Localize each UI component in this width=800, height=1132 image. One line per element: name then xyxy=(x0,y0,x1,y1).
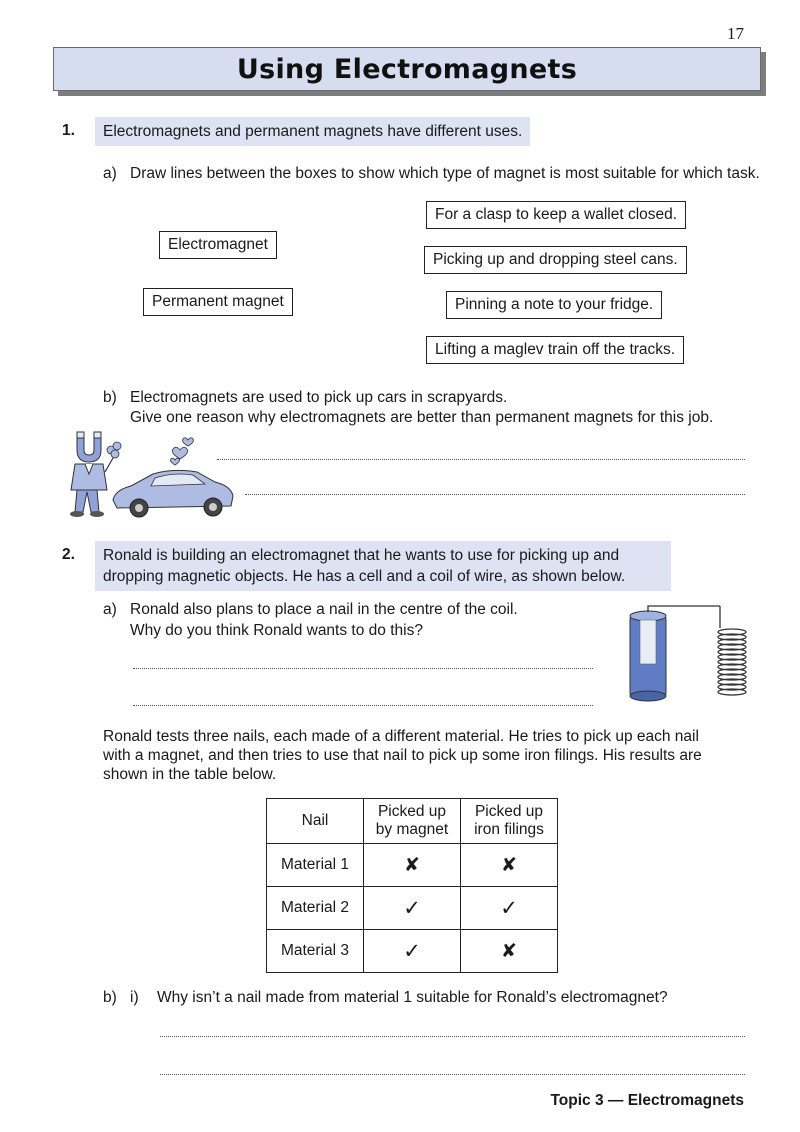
table-row xyxy=(267,930,558,973)
cell-battery-illustration xyxy=(630,611,666,701)
q2-number: 2. xyxy=(62,546,75,563)
q2b-text: Why isn’t a nail made from material 1 suitable for Ronald’s electromagnet? xyxy=(157,989,668,1006)
q2a-line1: Ronald also plans to place a nail in the centre of the coil. xyxy=(130,601,518,618)
q2-stem-line2: dropping magnetic objects. He has a cell and a coil of wire, as shown below. xyxy=(103,568,626,585)
q1b-line2: Give one reason why electromagnets are better than permanent magnets for this job. xyxy=(130,409,714,426)
page-number: 17 xyxy=(727,24,744,43)
match-box-fridge-note[interactable]: Pinning a note to your fridge. xyxy=(446,291,662,319)
q2a-answer-line-2[interactable] xyxy=(133,705,593,706)
check-icon: ✓ xyxy=(364,887,461,930)
q2b-sub-label: i) xyxy=(130,989,139,1006)
q1-stem: Electromagnets and permanent magnets have different uses. xyxy=(95,117,530,146)
q2a-line2: Why do you think Ronald wants to do this? xyxy=(130,622,423,639)
header-nail-text: Nail xyxy=(301,812,329,829)
q2a-label: a) xyxy=(103,601,117,618)
q2b-answer-line-2[interactable] xyxy=(160,1074,745,1075)
title-banner xyxy=(53,47,761,91)
car-illustration xyxy=(113,470,233,517)
q2b-answer-line-1[interactable] xyxy=(160,1036,745,1037)
match-box-permanent-magnet[interactable]: Permanent magnet xyxy=(143,288,293,316)
table-header-row xyxy=(267,799,558,844)
cross-icon: ✘ xyxy=(461,930,558,973)
q1b-line1: Electromagnets are used to pick up cars in scrapyards. xyxy=(130,389,508,406)
cell-nail: Material 3 xyxy=(267,930,364,973)
header-iron-filings xyxy=(461,799,558,844)
header-by-magnet xyxy=(364,799,461,844)
header-by-magnet-line1: Picked up xyxy=(377,803,447,820)
table-row xyxy=(267,887,558,930)
cross-icon: ✘ xyxy=(461,844,558,887)
match-box-maglev[interactable]: Lifting a maglev train off the tracks. xyxy=(426,336,684,364)
match-box-steel-cans[interactable]: Picking up and dropping steel cans. xyxy=(424,246,687,274)
cell-nail: Material 2 xyxy=(267,887,364,930)
q1-number: 1. xyxy=(62,122,75,139)
q2a-answer-line-1[interactable] xyxy=(133,668,593,669)
hearts-icon xyxy=(171,438,194,465)
cell-nail: Material 1 xyxy=(267,844,364,887)
q2-paragraph-line2: with a magnet, and then tries to use that nail to pick up some iron filings. His results are xyxy=(103,747,702,764)
header-nail xyxy=(267,799,364,844)
q2-paragraph-line1: Ronald tests three nails, each made of a different material. He tries to pick up each nail xyxy=(103,728,699,745)
q1a-text: Draw lines between the boxes to show which type of magnet is most suitable for which task. xyxy=(130,165,760,182)
match-box-electromagnet[interactable]: Electromagnet xyxy=(159,231,277,259)
cross-icon: ✘ xyxy=(364,844,461,887)
match-box-wallet-clasp[interactable]: For a clasp to keep a wallet closed. xyxy=(426,201,686,229)
q2b-label: b) xyxy=(103,989,117,1006)
q1a-label: a) xyxy=(103,165,117,182)
coil-illustration xyxy=(718,629,746,695)
magnet-man-car-illustration xyxy=(55,428,240,520)
footer-topic: Topic 3 — Electromagnets xyxy=(550,1092,744,1109)
q1b-label: b) xyxy=(103,389,117,406)
q2-stem xyxy=(95,541,671,591)
q1b-answer-line-2[interactable] xyxy=(245,494,745,495)
page-title: Using Electromagnets xyxy=(236,53,578,85)
header-iron-filings-line2: iron filings xyxy=(474,821,544,838)
results-table xyxy=(266,798,558,973)
header-iron-filings-line1: Picked up xyxy=(474,803,544,820)
check-icon: ✓ xyxy=(461,887,558,930)
cell-coil-illustration xyxy=(620,604,755,704)
header-by-magnet-line2: by magnet xyxy=(375,821,449,838)
magnet-man-illustration xyxy=(70,432,121,517)
table-row xyxy=(267,844,558,887)
q2-paragraph-line3: shown in the table below. xyxy=(103,766,277,783)
q1b-answer-line-1[interactable] xyxy=(217,459,745,460)
check-icon: ✓ xyxy=(364,930,461,973)
q2-stem-line1: Ronald is building an electromagnet that he wants to use for picking up and xyxy=(103,547,620,564)
